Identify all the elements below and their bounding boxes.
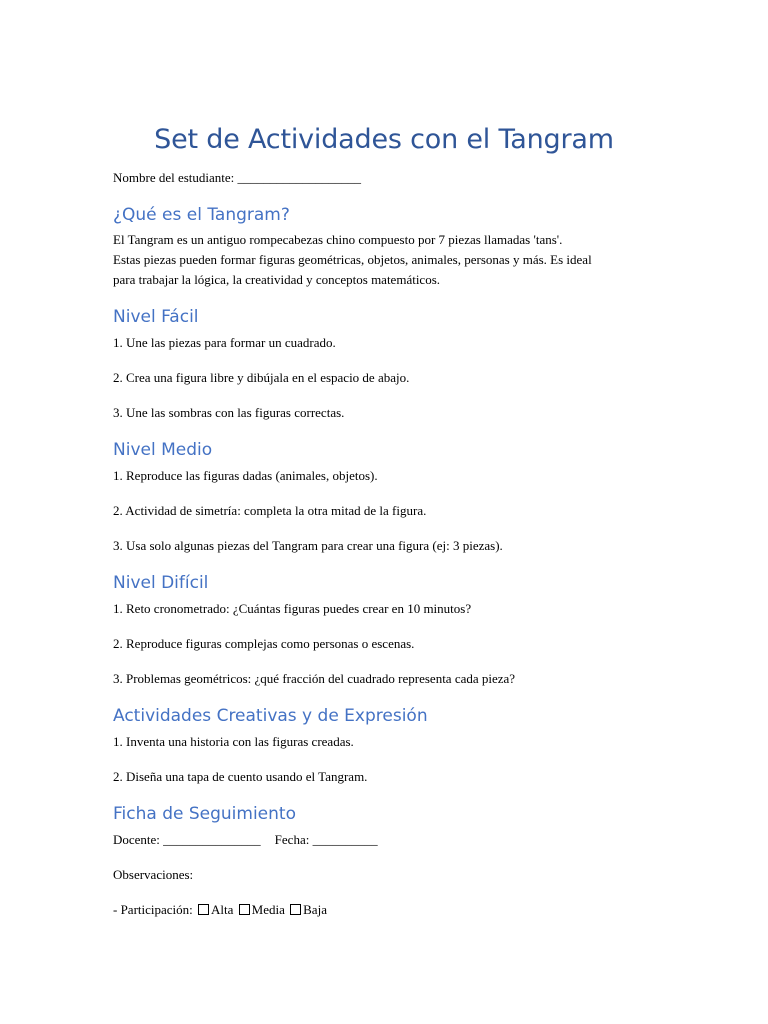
option-baja-label: Baja	[303, 902, 327, 917]
section-heading-dificil: Nivel Difícil	[113, 573, 209, 593]
activity-item: 1. Une las piezas para formar un cuadrado.	[113, 335, 336, 350]
document-title: Set de Actividades con el Tangram	[154, 124, 614, 155]
activity-item: 1. Inventa una historia con las figuras creadas.	[113, 734, 354, 749]
activity-item: 2. Actividad de simetría: completa la otra mitad de la figura.	[113, 503, 427, 518]
observaciones-label: Observaciones:	[113, 867, 194, 882]
option-media-label: Media	[251, 902, 285, 917]
intro-line: Estas piezas pueden formar figuras geométricas, objetos, animales, personas y más. Es ideal	[113, 252, 592, 267]
fecha-field: Fecha: __________	[274, 832, 378, 847]
docente-fecha-line	[113, 832, 378, 848]
activity-item: 1. Reto cronometrado: ¿Cuántas figuras puedes crear en 10 minutos?	[113, 601, 472, 616]
checkbox-media[interactable]	[239, 904, 250, 915]
section-heading-creativas: Actividades Creativas y de Expresión	[113, 706, 428, 726]
activity-item: 1. Reproduce las figuras dadas (animales, objetos).	[113, 468, 378, 483]
checkbox-baja[interactable]	[290, 904, 301, 915]
tracking-heading: Ficha de Seguimiento	[113, 804, 296, 824]
participacion-label: - Participación:	[113, 902, 193, 917]
activity-item: 2. Reproduce figuras complejas como personas o escenas.	[113, 636, 415, 651]
activity-item: 3. Problemas geométricos: ¿qué fracción del cuadrado representa cada pieza?	[113, 671, 516, 686]
intro-line: para trabajar la lógica, la creatividad y conceptos matemáticos.	[113, 272, 441, 287]
student-name-line: Nombre del estudiante: ___________________	[113, 170, 362, 185]
docente-field: Docente: _______________	[113, 832, 261, 847]
intro-heading: ¿Qué es el Tangram?	[113, 205, 290, 225]
section-heading-medio: Nivel Medio	[113, 440, 213, 460]
participacion-line	[113, 902, 327, 918]
activity-item: 3. Usa solo algunas piezas del Tangram para crear una figura (ej: 3 piezas).	[113, 538, 503, 553]
activity-item: 3. Une las sombras con las figuras correctas.	[113, 405, 345, 420]
intro-line: El Tangram es un antiguo rompecabezas chino compuesto por 7 piezas llamadas 'tans'.	[113, 232, 563, 247]
section-heading-facil: Nivel Fácil	[113, 307, 199, 327]
activity-item: 2. Crea una figura libre y dibújala en el espacio de abajo.	[113, 370, 410, 385]
activity-item: 2. Diseña una tapa de cuento usando el Tangram.	[113, 769, 368, 784]
checkbox-alta[interactable]	[198, 904, 209, 915]
option-alta-label: Alta	[211, 902, 234, 917]
